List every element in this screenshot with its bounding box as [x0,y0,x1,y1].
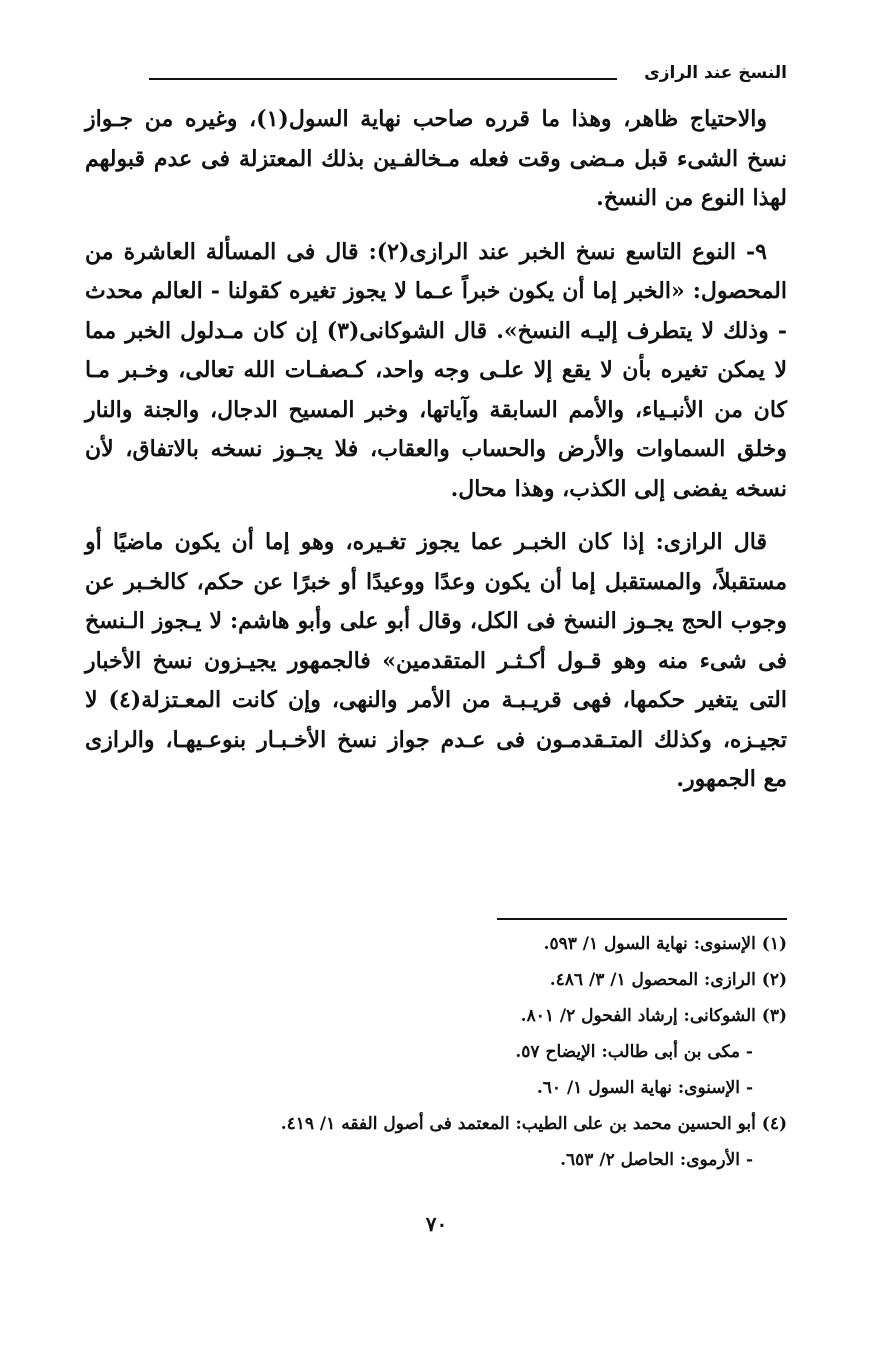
footnote-3: (٣) الشوكانى: إرشاد الفحول ٢/ ٨٠١. [520,1006,787,1026]
footnote-rule [497,918,787,920]
running-title: النسخ عند الرازى [644,63,787,83]
footnote-3-sub-2: - الإسنوى: نهاية السول ١/ ٦٠. [536,1078,753,1098]
footnote-1: (١) الإسنوى: نهاية السول ١/ ٥٩٣. [543,934,787,954]
footnote-3-sub-1: - مكى بن أبى طالب: الإيضاح ٥٧. [515,1042,753,1062]
footnote-4: (٤) أبو الحسين محمد بن على الطيب: المعتمد فى أصول الفقه ١/ ٤١٩. [280,1114,787,1134]
paragraph-3-text: إذا كان الخبـر عما يجوز تغـيره، وهو إما أن يكون ماضيًا أو مستقبلاً، والمستقبل إما أن يكون وعدًا ووعيدًا أو خبرًا عن حكم، كالخـبر عن وجوب الحج يجـوز النسخ فى الكل، وقال أبو على وأبو هاشم: لا يـجوز الـنسخ فى شىء منه وهو قـول أكـثـر المتقدمين» فالجمهور يجيـزون نسخ الأخبار التى يتغير حكمها، فهى قريـبـة من الأمر والنهى، وإن كانت المعـتزلة(٤) لا تجيـزه، وكذلك المتـقدمـون فى عـدم جواز نسخ الأخـبـار بنوعـيهـا، والرازى مع الجمهور. [85,529,787,792]
paragraph-2-heading: ٩- النوع التاسع نسخ الخبر عند الرازى(٢): [368,238,767,265]
paragraph-2-text: قال فى المسألة العاشرة من المحصول: «الخبر إما أن يكون خبراً عـما لا يجوز تغيره كقولنا - العالم محدث - وذلك لا يتطرف إليـه النسخ». قال الشوكانى(٣) إن كان مـدلول الخبر مما لا يمكن تغيره بأن لا يقع إلا علـى وجه واحد، كـصفـات الله تعالى، وخـبر مـا كان من الأنبـياء، والأمم السابقة وآياتها، وخبر المسيح الدجال، والجنة والنار وخلق السماوات والأرض والحساب والعقاب، فلا يجـوز نسخه بالاتفاق، لأن نسخه يفضى إلى الكذب، وهذا محال. [85,238,787,502]
footnotes [187,926,787,1178]
header-rule [149,78,617,80]
page-number: ٧٠ [425,1212,448,1236]
body-text [85,100,787,814]
paragraph-1: والاحتياج ظاهر، وهذا ما قرره صاحب نهاية السول(١)، وغيره من جـواز نسخ الشىء قبل مـضى وقت فعله مـخالفـين بذلك المعتزلة فى عدم قبولهم لهذا النوع من النسخ. [85,106,787,211]
paragraph-3 [85,523,787,800]
paragraph-3-heading: قال الرازى: [655,529,767,555]
running-header [147,62,787,92]
footnote-4-sub-1: - الأرموى: الحاصل ٢/ ٦٥٣. [560,1150,753,1170]
paragraph-2 [85,233,787,510]
footnote-2: (٢) الرازى: المحصول ١/ ٣/ ٤٨٦. [549,970,787,990]
